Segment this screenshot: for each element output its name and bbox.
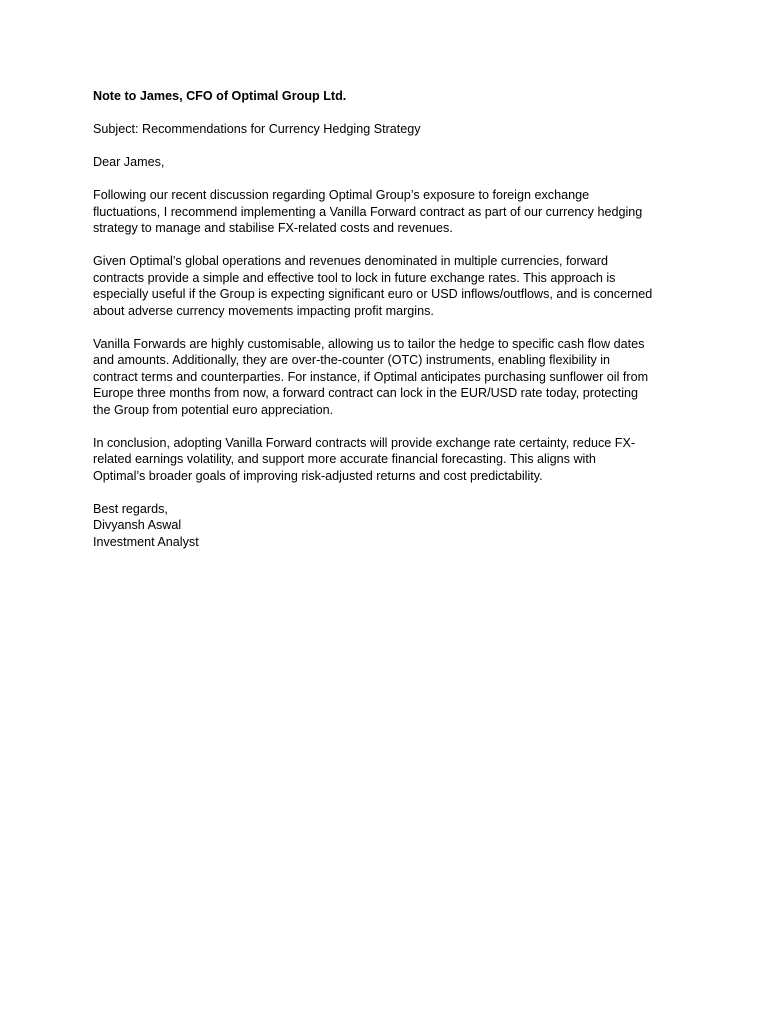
paragraph-line: Vanilla Forwards are highly customisable, allowing us to tailor the hedge to specific cash flow dates [93, 336, 645, 351]
paragraph-line: In conclusion, adopting Vanilla Forward contracts will provide exchange rate certainty, reduce FX- [93, 435, 636, 450]
paragraph-line: fluctuations, I recommend implementing a Vanilla Forward contract as part of our currency hedging [93, 204, 643, 219]
letter-document [93, 88, 678, 550]
paragraph-line: Optimal’s broader goals of improving risk-adjusted returns and cost predictability. [93, 468, 543, 483]
paragraph-intro [93, 187, 678, 237]
spacer [93, 105, 678, 122]
subject-line: Subject: Recommendations for Currency Hedging Strategy [93, 122, 421, 136]
paragraph-line: about adverse currency movements impacting profit margins. [93, 303, 434, 318]
paragraph-line: strategy to manage and stabilise FX-related costs and revenues. [93, 221, 453, 235]
paragraph-details [93, 336, 678, 419]
signature-block [93, 501, 678, 551]
paragraph-line: and amounts. Additionally, they are over-the-counter (OTC) instruments, enabling flexibility in [93, 353, 611, 367]
spacer [93, 484, 678, 501]
paragraph-line: Europe three months from now, a forward contract can lock in the EUR/USD rate today, protecting [93, 386, 639, 400]
closing-text: Best regards, [93, 501, 168, 516]
signer-title: Investment Analyst [93, 534, 199, 549]
paragraph-line: the Group from potential euro appreciation. [93, 402, 334, 417]
salutation: Dear James, [93, 155, 165, 169]
paragraph-line: contract terms and counterparties. For instance, if Optimal anticipates purchasing sunflower oil from [93, 369, 649, 384]
paragraph-line: Given Optimal’s global operations and revenues denominated in multiple currencies, forward [93, 254, 608, 268]
spacer [93, 138, 678, 155]
paragraph-line: especially useful if the Group is expecting significant euro or USD inflows/outflows, and is concerned [93, 287, 653, 301]
spacer [93, 237, 678, 254]
paragraph-conclusion [93, 435, 678, 485]
spacer [93, 171, 678, 188]
spacer [93, 319, 678, 336]
note-heading: Note to James, CFO of Optimal Group Ltd. [93, 89, 347, 103]
paragraph-context [93, 253, 678, 319]
signer-name: Divyansh Aswal [93, 518, 182, 532]
paragraph-line: contracts provide a simple and effective tool to lock in future exchange rates. This approach is [93, 270, 616, 285]
paragraph-line: Following our recent discussion regarding Optimal Group’s exposure to foreign exchange [93, 188, 590, 202]
paragraph-line: related earnings volatility, and support more accurate financial forecasting. This aligns with [93, 452, 596, 466]
spacer [93, 418, 678, 435]
